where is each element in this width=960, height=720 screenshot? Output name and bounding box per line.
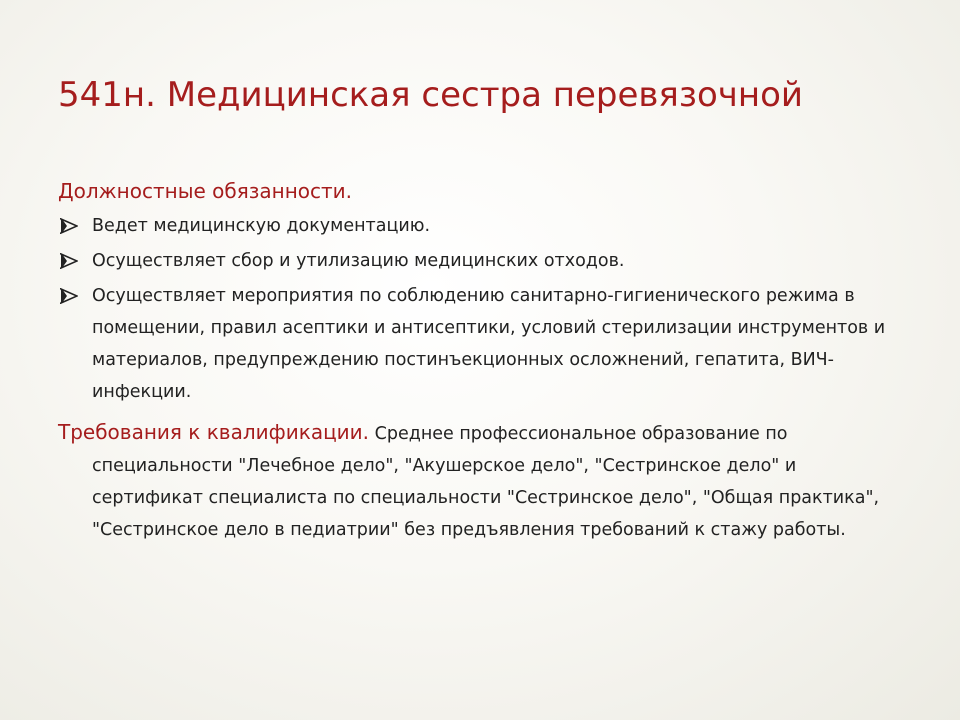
duty-text: Осуществляет мероприятия по соблюдению санитарно-гигиенического режима в помещении, правил асептики и антисептики, условий стерилизации инструментов и материалов, предупреждению постинъекционных осложнений, гепатита, ВИЧ-инфекции. [92, 286, 886, 402]
duty-item [58, 280, 908, 408]
requirements-paragraph [58, 416, 908, 546]
duty-text: Ведет медицинскую документацию. [92, 216, 431, 236]
duty-text: Осуществляет сбор и утилизацию медицинских отходов. [92, 251, 625, 271]
duty-item [58, 210, 908, 242]
arrowhead-bullet-icon [60, 280, 80, 312]
duties-heading: Должностные обязанности. [58, 179, 353, 203]
duties-list [58, 210, 908, 408]
requirements-text: Среднее профессиональное образование по специальности "Лечебное дело", "Акушерское дело", "Сестринское дело" и сертификат специалиста по специальности "Сестринское дело", "Общая практика", "Сестринское дело в педиатрии" без предъявления требований к стажу работы. [92, 424, 880, 540]
slide-content [58, 176, 908, 546]
requirements-heading: Требования к квалификации. [58, 420, 370, 444]
slide-title: 541н. Медицинская сестра перевязочной [58, 75, 803, 115]
duty-item [58, 245, 908, 277]
arrowhead-bullet-icon [60, 245, 80, 277]
arrowhead-bullet-icon [60, 210, 80, 242]
